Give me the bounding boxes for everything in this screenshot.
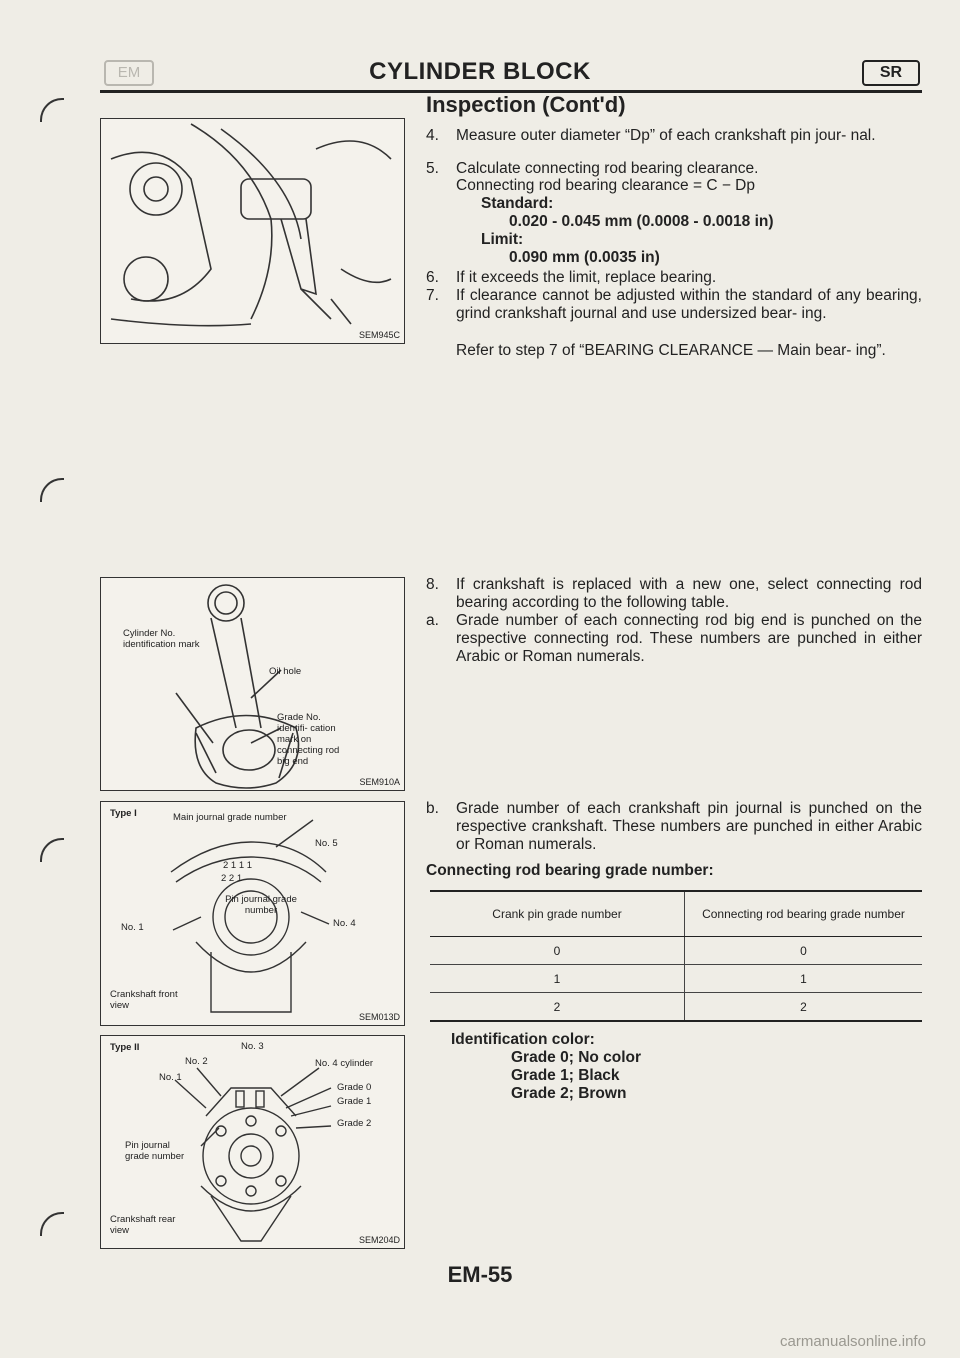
- footer-watermark: carmanualsonline.info: [780, 1333, 926, 1350]
- binder-hole-mark: [40, 98, 64, 122]
- figure-code: SEM204D: [358, 1235, 400, 1245]
- label-digits-2: 2 2 1: [221, 873, 243, 884]
- page-number: EM-55: [447, 1262, 513, 1287]
- table-cell: 1: [430, 965, 685, 993]
- figure-code: SEM945C: [358, 330, 400, 340]
- connecting-rod-illustration: [101, 578, 404, 790]
- label-no1: No. 1: [159, 1072, 182, 1083]
- label-digits-1: 2 1 1 1: [223, 860, 253, 871]
- label-grade-mark: Grade No. identifi- cation mark on connecting rod big end: [277, 712, 340, 767]
- step-number: a.: [426, 612, 439, 629]
- step-number: 4.: [426, 127, 439, 144]
- label-no3: No. 3: [241, 1041, 264, 1052]
- label-oil-hole: Oil hole: [269, 666, 302, 677]
- step-text: Grade number of each connecting rod big end is punched on the respective connecting rod. These numbers are punched in either Arabic or Roman numerals.: [456, 612, 922, 665]
- label-pin-journal: Pin journal grade number: [125, 1140, 185, 1162]
- label-cylinder-mark: Cylinder No. identification mark: [123, 628, 200, 650]
- step-text: If it exceeds the limit, replace bearing.: [456, 269, 717, 286]
- label-no1: No. 1: [121, 922, 144, 933]
- identification-grade-0: Grade 0; No color: [511, 1049, 642, 1066]
- step-number: 6.: [426, 269, 439, 286]
- figure-code: SEM910A: [359, 777, 400, 787]
- section-badge-right: SR: [862, 60, 920, 86]
- figure-code: SEM013D: [358, 1012, 400, 1022]
- table-cell: 0: [430, 937, 685, 965]
- label-grade-0: Grade 0: [337, 1082, 372, 1093]
- limit-label: Limit:: [481, 231, 524, 248]
- step-number: 5.: [426, 160, 439, 177]
- binder-hole-mark: [40, 838, 64, 862]
- table-header-crank-pin: Crank pin grade number: [430, 891, 685, 937]
- label-pin-journal: Pin journal grade number: [225, 894, 297, 916]
- identification-title: Identification color:: [451, 1031, 595, 1048]
- identification-grade-1: Grade 1; Black: [511, 1067, 620, 1084]
- table-title: Connecting rod bearing grade number:: [426, 862, 714, 879]
- table-row: [430, 993, 922, 1022]
- label-rear-view: Crankshaft rear view: [110, 1214, 176, 1236]
- section-badge-left: EM: [104, 60, 154, 86]
- table-row: [430, 937, 922, 965]
- label-front-view: Crankshaft front view: [110, 989, 178, 1011]
- step-number: 8.: [426, 576, 439, 593]
- table-cell: 2: [685, 993, 923, 1022]
- step-text: If crankshaft is replaced with a new one, select connecting rod bearing according to the following table.: [456, 576, 922, 611]
- identification-block: [451, 1031, 641, 1103]
- figure-connecting-rod: [100, 577, 405, 791]
- clearance-formula: Connecting rod bearing clearance = C − Dp: [456, 177, 755, 194]
- label-no5: No. 5: [315, 838, 338, 849]
- figure-micrometer: [100, 118, 405, 344]
- standard-value: 0.020 - 0.045 mm (0.0008 - 0.0018 in): [509, 213, 774, 230]
- limit-value: 0.090 mm (0.0035 in): [509, 249, 660, 266]
- label-main-journal: Main journal grade number: [173, 812, 287, 823]
- table-cell: 2: [430, 993, 685, 1022]
- micrometer-illustration: [101, 119, 404, 343]
- step-number: b.: [426, 800, 439, 817]
- step-text: Calculate connecting rod bearing clearance.: [456, 160, 759, 177]
- figure-type-label: Type I: [110, 808, 137, 819]
- label-no2: No. 2: [185, 1056, 208, 1067]
- label-no4: No. 4: [333, 918, 356, 929]
- step-number: 7.: [426, 287, 439, 304]
- figure-type-label: Type II: [110, 1042, 140, 1053]
- table-header-row: [430, 891, 922, 937]
- table-cell: 0: [685, 937, 923, 965]
- label-no4-cylinder: No. 4 cylinder: [315, 1058, 374, 1069]
- figure-type-2: [100, 1035, 405, 1249]
- page-title: CYLINDER BLOCK: [369, 58, 591, 85]
- grade-table-wrapper: [430, 890, 922, 1022]
- table-cell: 1: [685, 965, 923, 993]
- label-grade-1: Grade 1: [337, 1096, 372, 1107]
- grade-table: [430, 890, 922, 1022]
- binder-hole-mark: [40, 1212, 64, 1236]
- step-text: If clearance cannot be adjusted within the standard of any bearing, grind crankshaft journal and use undersized bear- ing.: [456, 287, 922, 322]
- label-grade-2: Grade 2: [337, 1118, 372, 1129]
- page-subtitle: Inspection (Cont'd): [426, 92, 626, 117]
- step-text: Grade number of each crankshaft pin journal is punched on the respective crankshaft. These numbers are punched in either Arabic or Roman numerals.: [456, 800, 922, 853]
- step-reference: Refer to step 7 of “BEARING CLEARANCE — Main bear- ing”.: [456, 342, 886, 359]
- table-row: [430, 965, 922, 993]
- identification-grade-2: Grade 2; Brown: [511, 1085, 627, 1102]
- table-header-bearing: Connecting rod bearing grade number: [685, 891, 923, 937]
- figure-type-1: [100, 801, 405, 1026]
- standard-label: Standard:: [481, 195, 554, 212]
- binder-hole-mark: [40, 478, 64, 502]
- step-text: Measure outer diameter “Dp” of each crankshaft pin jour- nal.: [456, 127, 876, 144]
